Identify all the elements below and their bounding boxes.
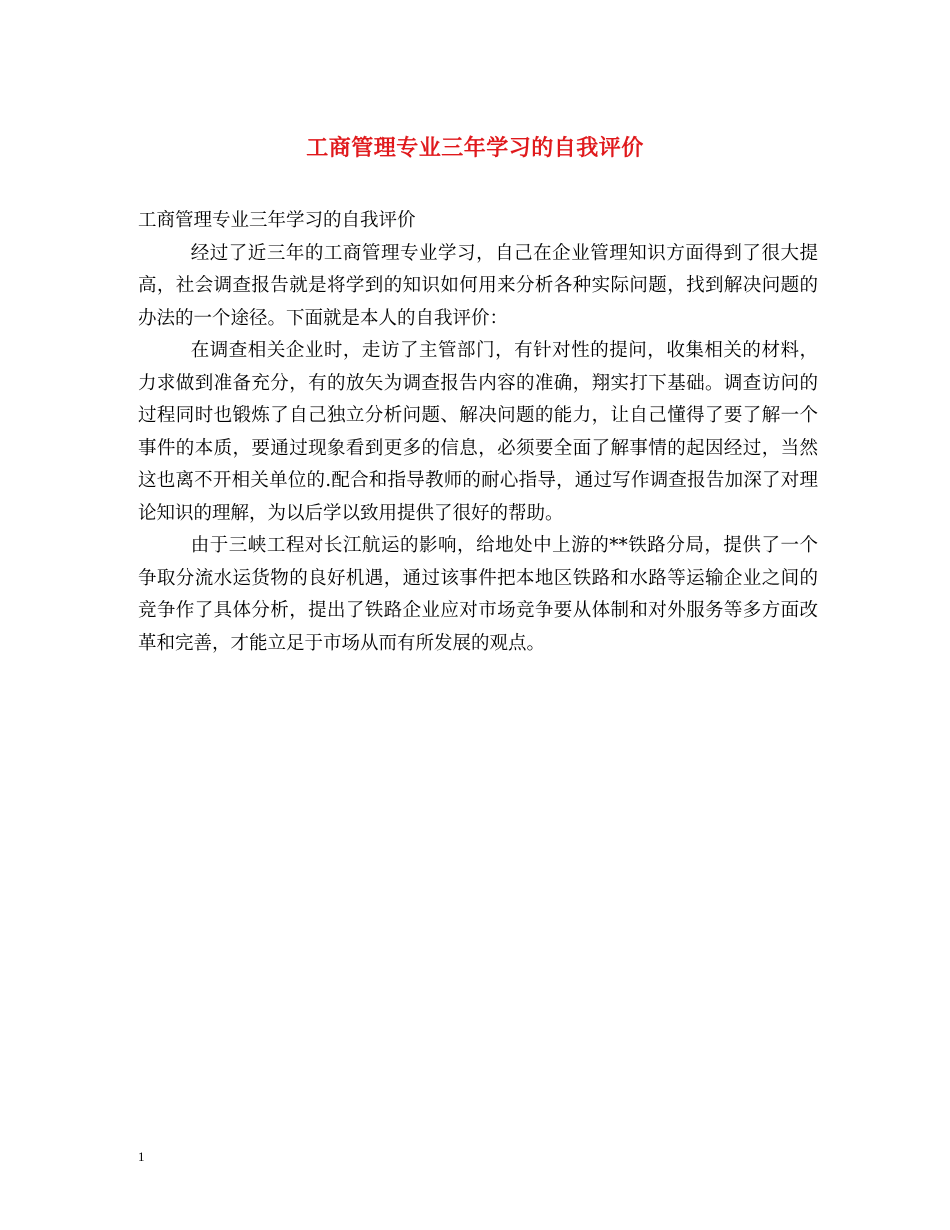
document-title: 工商管理专业三年学习的自我评价	[306, 135, 644, 161]
document-body	[138, 205, 818, 660]
page-number: 1	[138, 1149, 145, 1164]
paragraph-analysis: 由于三峡工程对长江航运的影响，给地处中上游的**铁路分局，提供了一个争取分流水运货物的良好机遇，通过该事件把本地区铁路和水路等运输企业之间的竞争作了具体分析，提出了铁路企业应对市场竞争要从体制和对外服务等多方面改革和完善，才能立足于市场从而有所发展的观点。	[138, 535, 818, 654]
document-subtitle: 工商管理专业三年学习的自我评价	[138, 210, 416, 231]
paragraph-survey: 在调查相关企业时，走访了主管部门，有针对性的提问，收集相关的材料，力求做到准备充分，有的放矢为调查报告内容的准确，翔实打下基础。调查访问的过程同时也锻炼了自己独立分析问题、解决问题的能力，让自己懂得了要了解一个事件的本质，要通过现象看到更多的信息，必须要全面了解事情的起因经过，当然这也离不开相关单位的.配合和指导教师的耐心指导，通过写作调查报告加深了对理论知识的理解，为以后学以致用提供了很好的帮助。	[138, 340, 818, 524]
paragraph-intro: 经过了近三年的工商管理专业学习，自己在企业管理知识方面得到了很大提高，社会调查报告就是将学到的知识如何用来分析各种实际问题，找到解决问题的办法的一个途径。下面就是本人的自我评价：	[138, 242, 818, 329]
